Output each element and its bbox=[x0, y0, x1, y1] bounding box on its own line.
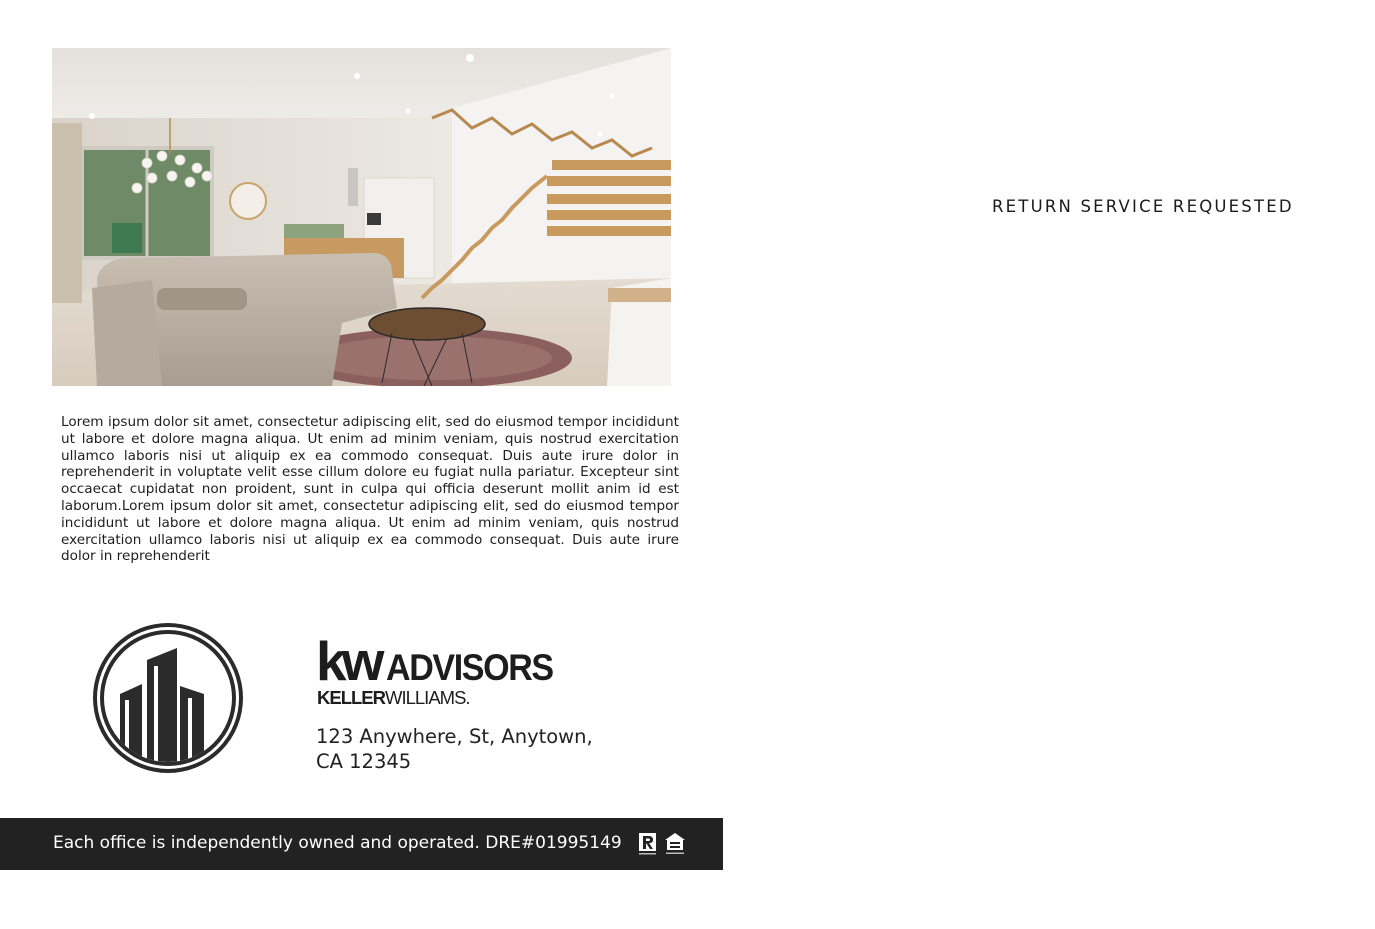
footer-bar bbox=[0, 818, 723, 870]
footer-disclaimer: Each office is independently owned and operated. DRE#01995149 bbox=[53, 833, 622, 853]
trademark-dot: . bbox=[465, 687, 470, 708]
realtor-icon bbox=[638, 832, 658, 856]
kw-logo-advisors: ADVISORS bbox=[386, 647, 553, 688]
keller-word: KELLER bbox=[317, 687, 385, 708]
living-room-illustration bbox=[52, 48, 671, 386]
city-building-logo-icon bbox=[92, 622, 244, 774]
kw-advisors-logo bbox=[316, 630, 556, 710]
hero-photo bbox=[52, 48, 671, 386]
address-line-1: 123 Anywhere, St, Anytown, bbox=[316, 725, 593, 748]
body-paragraph: Lorem ipsum dolor sit amet, consectetur adipiscing elit, sed do eiusmod tempor incididunt ut labore et dolore magna aliqua. Ut enim ad minim veniam, quis nostrud exercitation ullamco laboris nisi ut aliquip ex ea commodo consequat. Duis aute irure dolor in reprehenderit in voluptate velit esse cillum dolore eu fugiat nulla pariatur. Excepteur sint occaecat cupidatat non proident, sunt in culpa qui officia deserunt mollit anim id est laborum.Lorem ipsum dolor sit amet, consectetur adipiscing elit, sed do eiusmod tempor incididunt ut labore et dolore magna aliqua. Ut enim ad minim veniam, quis nostrud exercitation ullamco laboris nisi ut aliquip ex ea commodo consequat. Duis aute irure dolor in reprehenderit bbox=[61, 414, 679, 565]
equal-housing-icon bbox=[664, 832, 686, 856]
kw-logo-mark: kw bbox=[316, 630, 380, 692]
address-line-2: CA 12345 bbox=[316, 750, 412, 773]
keller-williams-wordmark bbox=[317, 688, 470, 708]
office-address bbox=[316, 724, 593, 774]
williams-word: WILLIAMS bbox=[385, 687, 466, 708]
return-service-requested: RETURN SERVICE REQUESTED bbox=[992, 197, 1294, 216]
